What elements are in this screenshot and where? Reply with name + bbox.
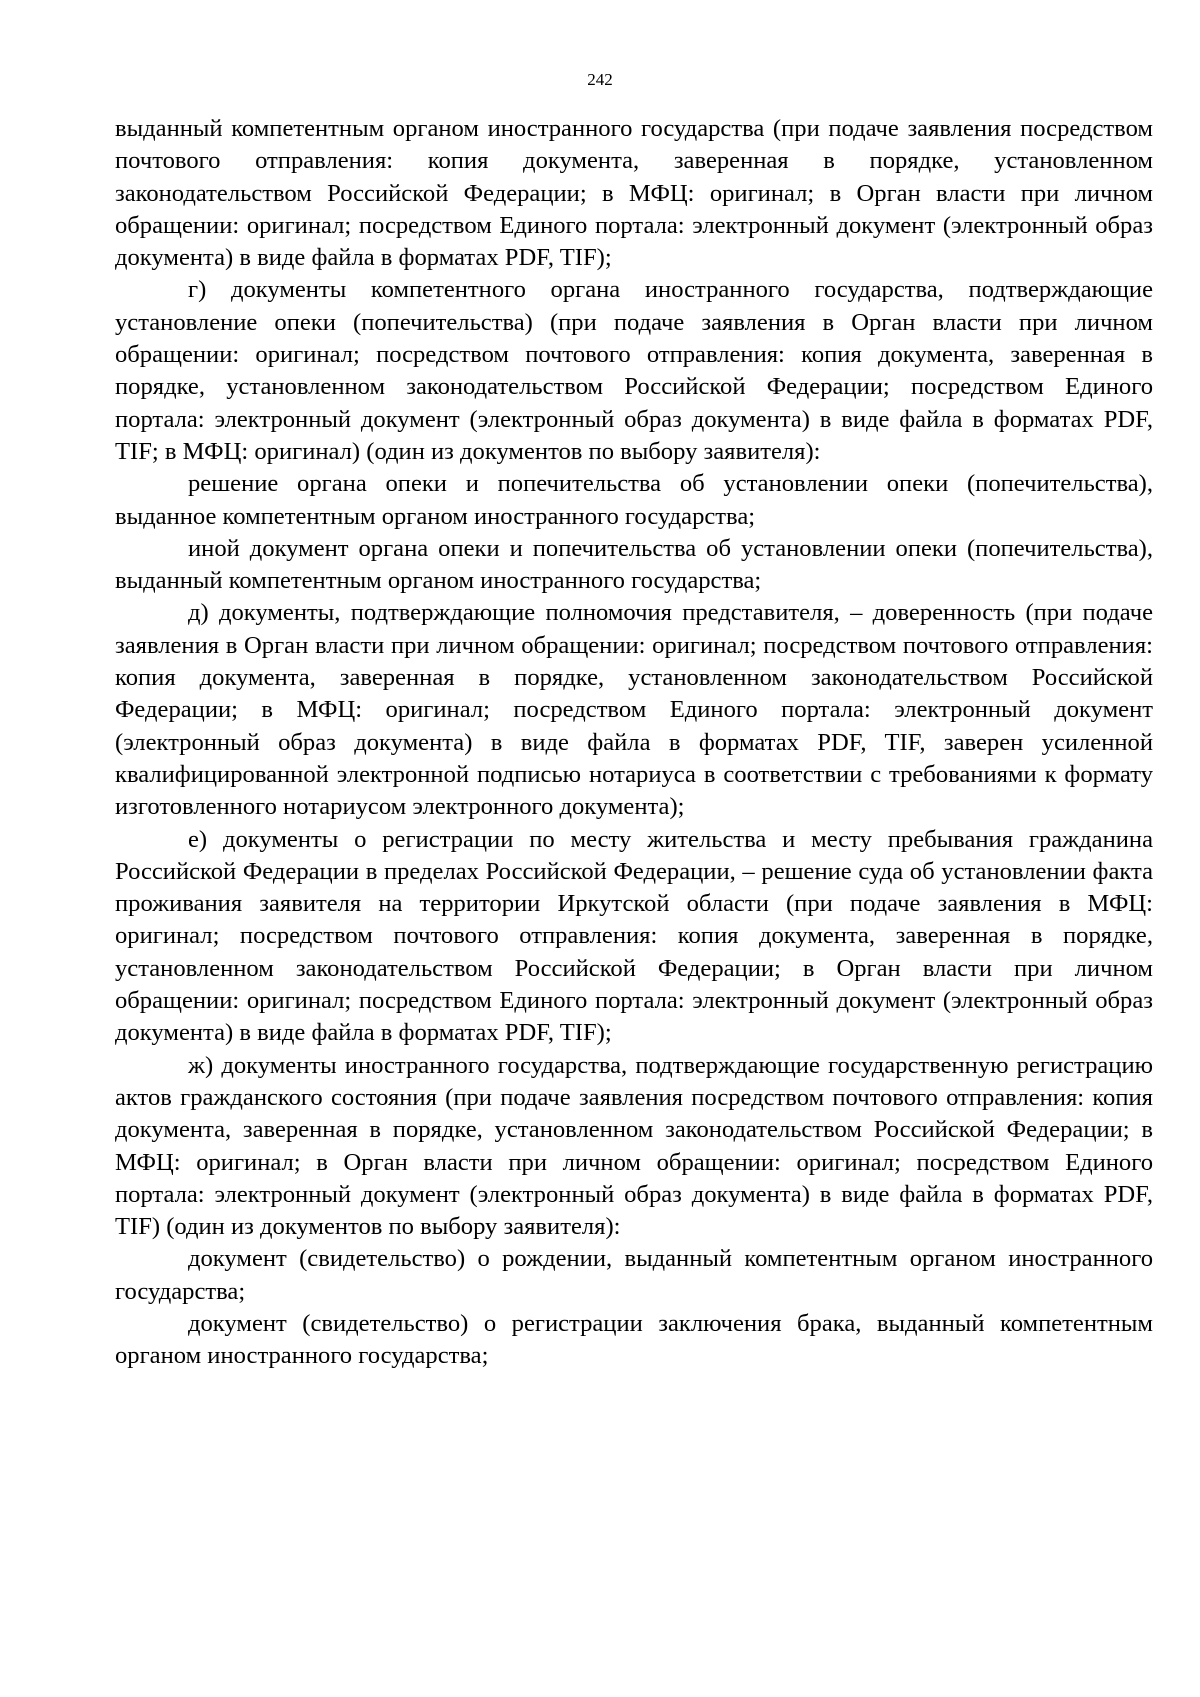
document-body <box>115 113 1153 1373</box>
paragraph-guardianship-decision: решение органа опеки и попечительства об установлении опеки (попечительства), выданное компетентным органом иностранного государства; <box>115 470 1153 530</box>
paragraph-item-zh: ж) документы иностранного государства, подтверждающие государственную регистрацию актов гражданского состояния (при подаче заявления посредством почтового отправления: копия документа, заверенная в порядке, установленном законодательством Российской Федерации; в МФЦ: оригинал; в Орган власти при личном обращении: оригинал; посредством Единого портала: электронный документ (электронный образ документа) в виде файла в форматах PDF, TIF) (один из документов по выбору заявителя): <box>115 1051 1153 1241</box>
paragraph-item-g: г) документы компетентного органа иностранного государства, подтверждающие установление опеки (попечительства) (при подаче заявления в Орган власти при личном обращении: оригинал; посредством почтового отправления: копия документа, заверенная в порядке, установленном законодательством Российской Федерации; посредством Единого портала: электронный документ (электронный образ документа) в виде файла в форматах PDF, TIF; в МФЦ: оригинал) (один из документов по выбору заявителя): <box>115 276 1153 465</box>
page-number: 242 <box>587 70 613 89</box>
paragraph-marriage-certificate: документ (свидетельство) о регистрации заключения брака, выданный компетентным органом иностранного государства; <box>115 1309 1153 1370</box>
paragraph-birth-certificate: документ (свидетельство) о рождении, выданный компетентным органом иностранного государства; <box>115 1245 1153 1305</box>
paragraph-item-d: д) документы, подтверждающие полномочия представителя, – доверенность (при подаче заявления в Орган власти при личном обращении: оригинал; посредством почтового отправления: копия документа, заверенная в порядке, установленном законодательством Российской Федерации; в МФЦ: оригинал; посредством Единого портала: электронный документ (электронный образ документа) в виде файла в форматах PDF, TIF, заверен усиленной квалифицированной электронной подписью нотариуса в соответствии с требованиями к формату изготовленного нотариусом электронного документа); <box>115 599 1153 821</box>
paragraph-other-guardianship-document: иной документ органа опеки и попечительства об установлении опеки (попечительства), выданный компетентным органом иностранного государства; <box>115 534 1153 595</box>
paragraph-continuation: выданный компетентным органом иностранного государства (при подаче заявления посредством почтового отправления: копия документа, заверенная в порядке, установленном законодательством Российской Федерации; в МФЦ: оригинал; в Орган власти при личном обращении: оригинал; посредством Единого портала: электронный документ (электронный образ документа) в виде файла в форматах PDF, TIF); <box>115 115 1153 272</box>
paragraph-item-e: е) документы о регистрации по месту жительства и месту пребывания гражданина Российской Федерации в пределах Российской Федерации, – решение суда об установлении факта проживания заявителя на территории Иркутской области (при подаче заявления в МФЦ: оригинал; посредством почтового отправления: копия документа, заверенная в порядке, установленном законодательством Российской Федерации; в Орган власти при личном обращении: оригинал; посредством Единого портала: электронный документ (электронный образ документа) в виде файла в форматах PDF, TIF); <box>115 825 1153 1047</box>
